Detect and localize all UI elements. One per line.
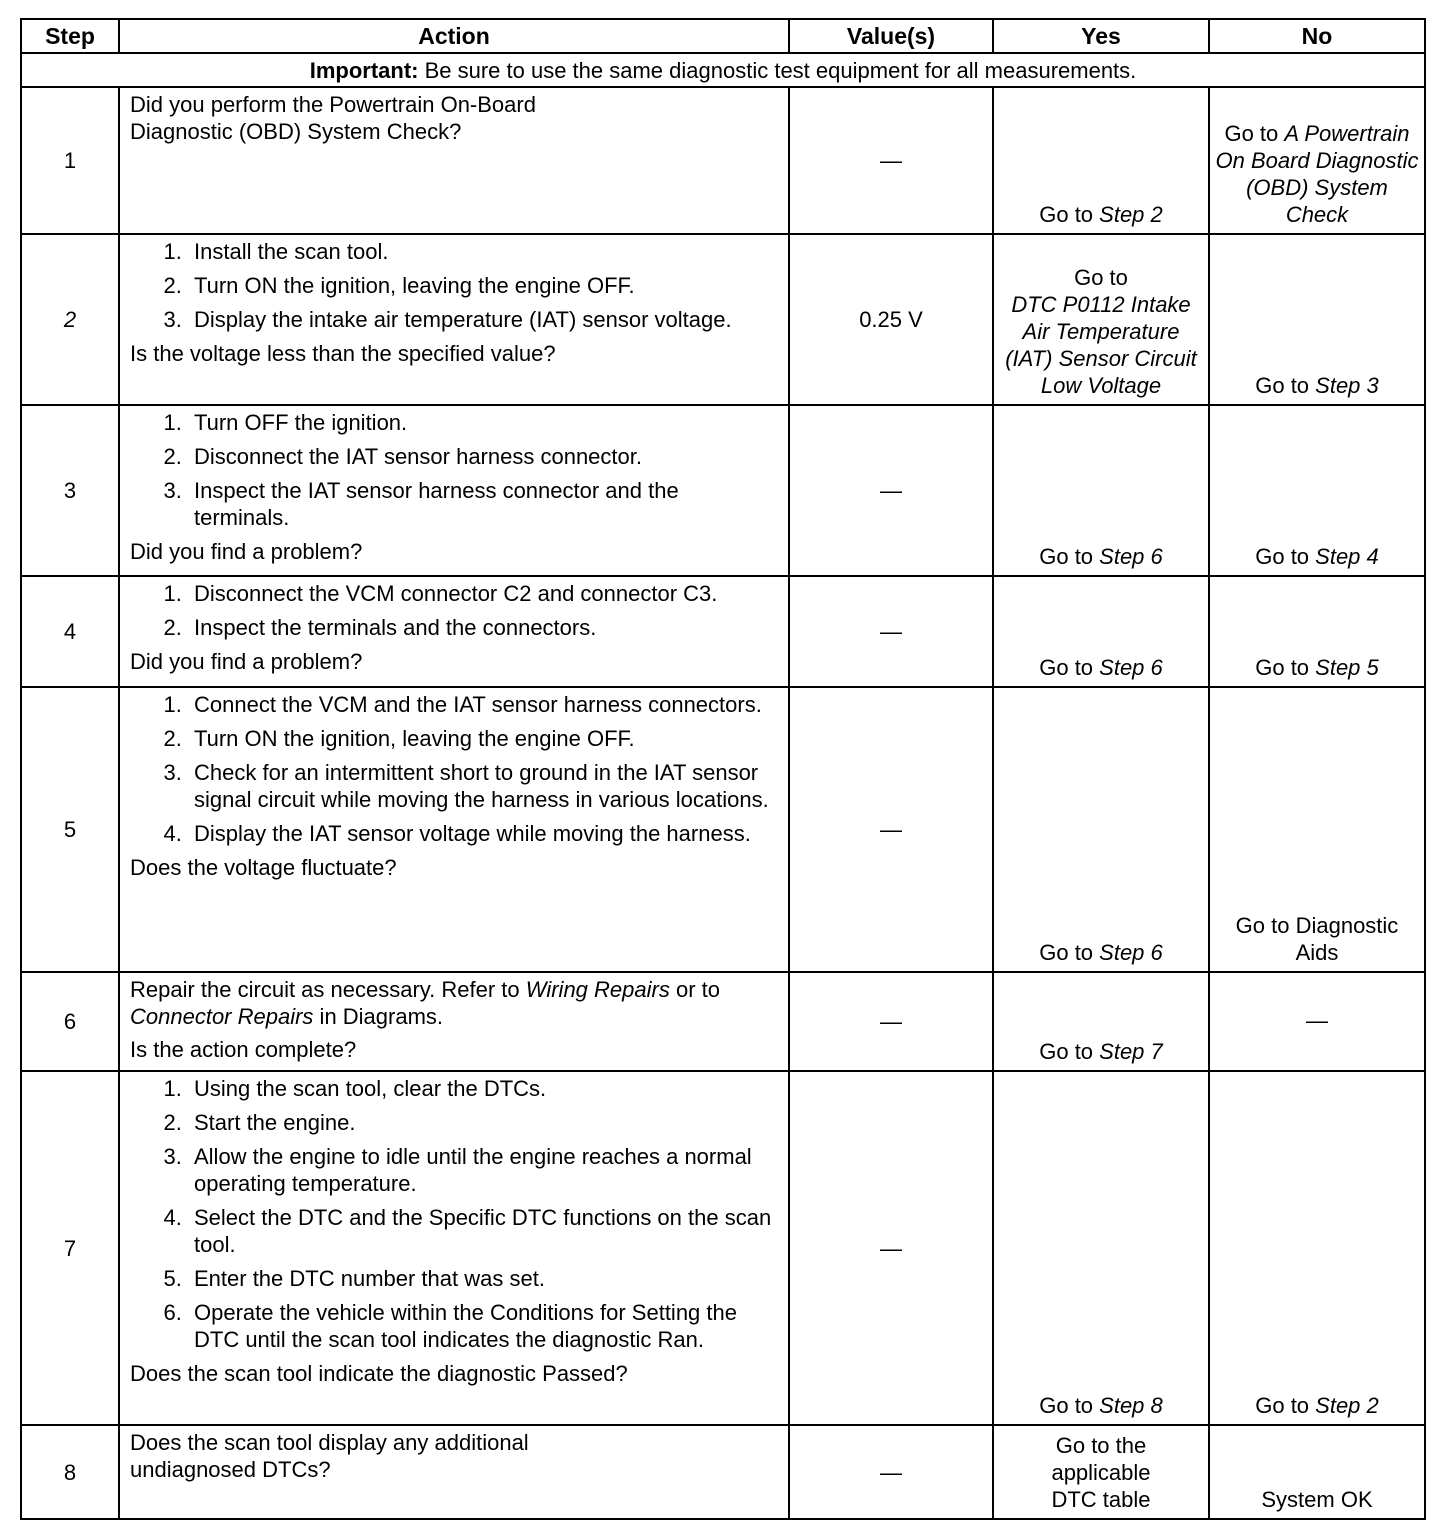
no-text: System OK [1261,1487,1373,1512]
yes-cell [993,405,1209,576]
yes-prefix: Go to [1039,544,1100,569]
wiring-repairs-link[interactable]: Wiring Repairs [525,977,670,1002]
table-row-step-4 [21,576,1425,687]
action-cell [119,405,789,576]
yes-cell [993,576,1209,687]
value-cell: — [789,405,993,576]
action-steps [130,238,778,333]
yes-link[interactable]: Step 7 [1099,1039,1163,1064]
value-cell: — [789,1071,993,1425]
connector-repairs-link[interactable]: Connector Repairs [130,1004,314,1029]
repair-instruction [130,976,778,1030]
action-step: 3. Allow the engine to idle until the engine reaches a normal operating temperature. [188,1143,778,1197]
yes-cell [993,1425,1209,1519]
action-question: Is the voltage less than the specified value? [130,341,556,366]
action-question: Does the scan tool display any additional undiagnosed DTCs? [130,1430,529,1482]
no-prefix: Go to [1255,655,1316,680]
no-cell [1209,687,1425,972]
action-cell [119,972,789,1071]
yes-prefix: Go to [1039,940,1100,965]
yes-prefix: Go to [1039,1393,1100,1418]
repair-text: Repair the circuit as necessary. Refer to [130,977,526,1002]
header-step: Step [21,19,119,53]
action-step: 2. Turn ON the ignition, leaving the engine OFF. [188,725,778,752]
step-number: 8 [21,1425,119,1519]
step-number [21,234,119,405]
action-step: 2. Start the engine. [188,1109,778,1136]
yes-cell [993,687,1209,972]
yes-cell [993,87,1209,234]
table-row-step-7 [21,1071,1425,1425]
action-step: 2. Disconnect the IAT sensor harness connector. [188,443,778,470]
action-step: 3. Inspect the IAT sensor harness connector and the terminals. [188,477,778,531]
no-cell [1209,972,1425,1071]
no-cell [1209,1071,1425,1425]
no-cell [1209,1425,1425,1519]
action-question: Does the voltage fluctuate? [130,855,397,880]
action-step: 2. Inspect the terminals and the connectors. [188,614,778,641]
yes-cell [993,1071,1209,1425]
action-step: 4. Select the DTC and the Specific DTC functions on the scan tool. [188,1204,778,1258]
action-step: 5. Enter the DTC number that was set. [188,1265,778,1292]
important-label: Important: [309,57,419,83]
no-cell [1209,576,1425,687]
header-no: No [1209,19,1425,53]
action-step: 1. Turn OFF the ignition. [188,409,778,436]
action-step: 1. Install the scan tool. [188,238,778,265]
header-action: Action [119,19,789,53]
action-question: Did you find a problem? [130,649,363,674]
action-steps [130,580,778,641]
action-step: 2. Turn ON the ignition, leaving the engine OFF. [188,272,778,299]
no-cell [1209,405,1425,576]
no-link[interactable]: Step 4 [1315,544,1379,569]
action-question: Did you perform the Powertrain On-Board Diagnostic (OBD) System Check? [130,92,536,144]
yes-prefix: Go to [1039,202,1100,227]
header-value: Value(s) [789,19,993,53]
important-text: Be sure to use the same diagnostic test equipment for all measurements. [418,57,1137,83]
action-cell [119,1071,789,1425]
table-row-step-2 [21,234,1425,405]
no-cell [1209,234,1425,405]
no-prefix: Go to [1224,121,1285,146]
no-prefix: Go to [1255,544,1316,569]
no-link[interactable]: A Powertrain On Board Diagnostic (OBD) System Check [1215,121,1419,227]
step-number: 4 [21,576,119,687]
value-cell: — [789,972,993,1071]
table-row-step-1 [21,87,1425,234]
repair-text: in Diagrams. [313,1004,444,1029]
step-number: 3 [21,405,119,576]
action-cell [119,234,789,405]
action-cell [119,1425,789,1519]
no-cell [1209,87,1425,234]
value-cell: 0.25 V [789,234,993,405]
action-cell [119,687,789,972]
yes-link[interactable]: Step 6 [1099,544,1163,569]
yes-link[interactable]: DTC P0112 Intake Air Temperature (IAT) Sensor Circuit Low Voltage [1005,292,1197,398]
value-cell: — [789,576,993,687]
action-step: 4. Display the IAT sensor voltage while moving the harness. [188,820,778,847]
repair-text: or to [669,977,720,1002]
value-cell: — [789,687,993,972]
header-row [21,19,1425,53]
step-number: 1 [21,87,119,234]
important-note-row [21,53,1425,87]
important-note [21,53,1425,87]
action-cell [119,87,789,234]
yes-link[interactable]: Step 6 [1099,940,1163,965]
no-text[interactable]: Go to Diagnostic Aids [1235,913,1399,965]
diagnostic-table-container [20,18,1426,1520]
action-question: Is the action complete? [130,1037,357,1062]
no-text: — [1306,1007,1328,1033]
action-question: Did you find a problem? [130,539,363,564]
no-prefix: Go to [1255,373,1316,398]
step-number: 5 [21,687,119,972]
value-cell: — [789,87,993,234]
no-link[interactable]: Step 3 [1315,373,1379,398]
table-row-step-3 [21,405,1425,576]
action-step: 1. Disconnect the VCM connector C2 and connector C3. [188,580,778,607]
action-steps [130,691,778,847]
yes-text[interactable]: Go to the applicable DTC table [1051,1433,1151,1512]
step-number: 6 [21,972,119,1071]
action-step: 3. Display the intake air temperature (IAT) sensor voltage. [188,306,778,333]
step-number: 7 [21,1071,119,1425]
no-prefix: Go to [1255,1393,1316,1418]
diagnostic-table [20,18,1426,1520]
yes-link[interactable]: Step 6 [1099,655,1163,680]
action-step: 3. Check for an intermittent short to ground in the IAT sensor signal circuit while moving the harness in various locations. [188,759,778,813]
yes-prefix: Go to [1039,1039,1100,1064]
table-row-step-6 [21,972,1425,1071]
value-cell: — [789,1425,993,1519]
action-question: Does the scan tool indicate the diagnostic Passed? [130,1361,628,1386]
step-number-text: 2 [63,307,77,332]
action-step: 6. Operate the vehicle within the Conditions for Setting the DTC until the scan tool indicates the diagnostic Ran. [188,1299,778,1353]
table-row-step-8 [21,1425,1425,1519]
yes-link[interactable]: Step 2 [1099,202,1163,227]
action-step: 1. Connect the VCM and the IAT sensor harness connectors. [188,691,778,718]
table-row-step-5 [21,687,1425,972]
yes-prefix: Go to [1039,655,1100,680]
yes-cell [993,972,1209,1071]
yes-prefix: Go to [1074,265,1128,290]
yes-link[interactable]: Step 8 [1099,1393,1163,1418]
action-steps [130,409,778,531]
no-link[interactable]: Step 2 [1315,1393,1379,1418]
action-steps [130,1075,778,1353]
action-cell [119,576,789,687]
header-yes: Yes [993,19,1209,53]
no-link[interactable]: Step 5 [1315,655,1379,680]
action-step: 1. Using the scan tool, clear the DTCs. [188,1075,778,1102]
yes-cell [993,234,1209,405]
